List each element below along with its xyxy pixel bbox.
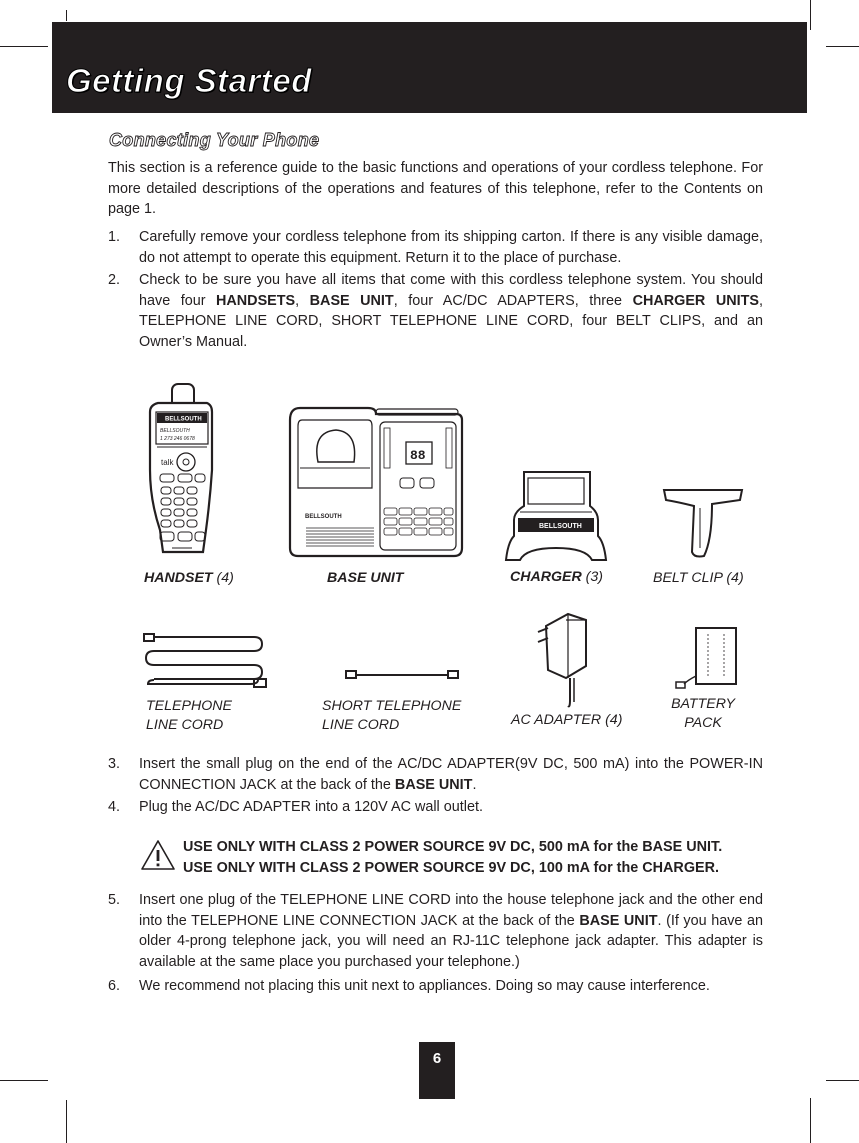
step-5-number: 5. [108, 892, 121, 908]
crop-mark [0, 1080, 48, 1081]
telephone-line-cord-illustration [144, 634, 266, 687]
base-brand: BELLSOUTH [305, 514, 342, 520]
crop-mark [810, 1098, 811, 1143]
caption-short-line-cord: SHORT TELEPHONE LINE CORD [322, 698, 462, 733]
step-6-number: 6. [108, 978, 121, 994]
step-4-text: Plug the AC/DC ADAPTER into a 120V AC wall outlet. [139, 799, 483, 815]
handset-display-line-1: BELLSOUTH [160, 428, 190, 434]
step-1-text: Carefully remove your cordless telephone from its shipping carton. If there is any visible damage, do not attempt to operate this equipment. Return it to the place of purchase. [139, 229, 763, 266]
step-2-number: 2. [108, 272, 121, 288]
crop-mark [66, 1100, 67, 1143]
handset-display-line-2: 1 273 246 0678 [160, 436, 195, 442]
step-1-number: 1. [108, 229, 121, 245]
belt-clip-illustration [664, 490, 742, 557]
handset-talk-label: talk [161, 458, 174, 467]
battery-pack-illustration [676, 628, 736, 688]
step-4-number: 4. [108, 799, 121, 815]
caption-ac-adapter: AC ADAPTER (4) [511, 712, 623, 728]
page-title: Getting Started [66, 62, 312, 99]
crop-mark [826, 1080, 859, 1081]
charger-illustration [506, 472, 606, 560]
short-line-cord-illustration [346, 671, 458, 678]
page-number: 6 [419, 1042, 455, 1099]
base-unit-illustration [290, 408, 462, 556]
step-6-text: We recommend not placing this unit next to appliances. Doing so may cause interference. [139, 978, 710, 994]
intro-paragraph: This section is a reference guide to the basic functions and operations of your cordless telephone. For more detailed descriptions of the operations and features of this telephone, refer to the Contents on page 1. [108, 160, 763, 218]
base-display-digits: 88 [410, 448, 426, 463]
caption-battery-pack: BATTERY PACK [671, 696, 735, 731]
ac-adapter-illustration [538, 614, 586, 706]
section-title: Connecting Your Phone [109, 130, 320, 150]
handset-illustration [150, 384, 212, 552]
caption-handset: HANDSET (4) [144, 570, 234, 586]
caption-charger: CHARGER (3) [510, 569, 604, 585]
caption-telephone-line-cord: TELEPHONE LINE CORD [146, 698, 232, 733]
caption-base-unit: BASE UNIT [327, 570, 404, 586]
charger-brand: BELLSOUTH [539, 523, 582, 530]
step-3-number: 3. [108, 756, 121, 772]
caption-belt-clip: BELT CLIP (4) [653, 570, 744, 586]
step-2-text: Check to be sure you have all items that come with this cordless telephone system. You should have four HANDSETS, BASE UNIT, four AC/DC ADAPTERS, three CHARGER UNITS, TELEPHONE LINE CORD, SHORT TELEPHONE LINE CORD, four BELT CLIPS, and an Owner’s Manual. [139, 272, 763, 350]
warning-icon [140, 839, 176, 871]
step-3-text: Insert the small plug on the end of the AC/DC ADAPTER(9V DC, 500 mA) into the POWER-IN CONNECTION JACK at the back of the BASE UNIT. [139, 756, 763, 793]
power-source-warning: USE ONLY WITH CLASS 2 POWER SOURCE 9V DC, 500 mA for the BASE UNIT. USE ONLY WITH CLASS 2 POWER SOURCE 9V DC, 100 mA for the CHARGER. [183, 839, 723, 876]
step-5-text: Insert one plug of the TELEPHONE LINE CORD into the house telephone jack and the other end into the TELEPHONE LINE CONNECTION JACK at the back of the BASE UNIT. (If you have an older 4-prong telephone jack, you will need an RJ-11C telephone jack adapter. This adapter is available at the same place you purchased your telephone.) [139, 892, 763, 970]
handset-brand: BELLSOUTH [165, 416, 202, 423]
